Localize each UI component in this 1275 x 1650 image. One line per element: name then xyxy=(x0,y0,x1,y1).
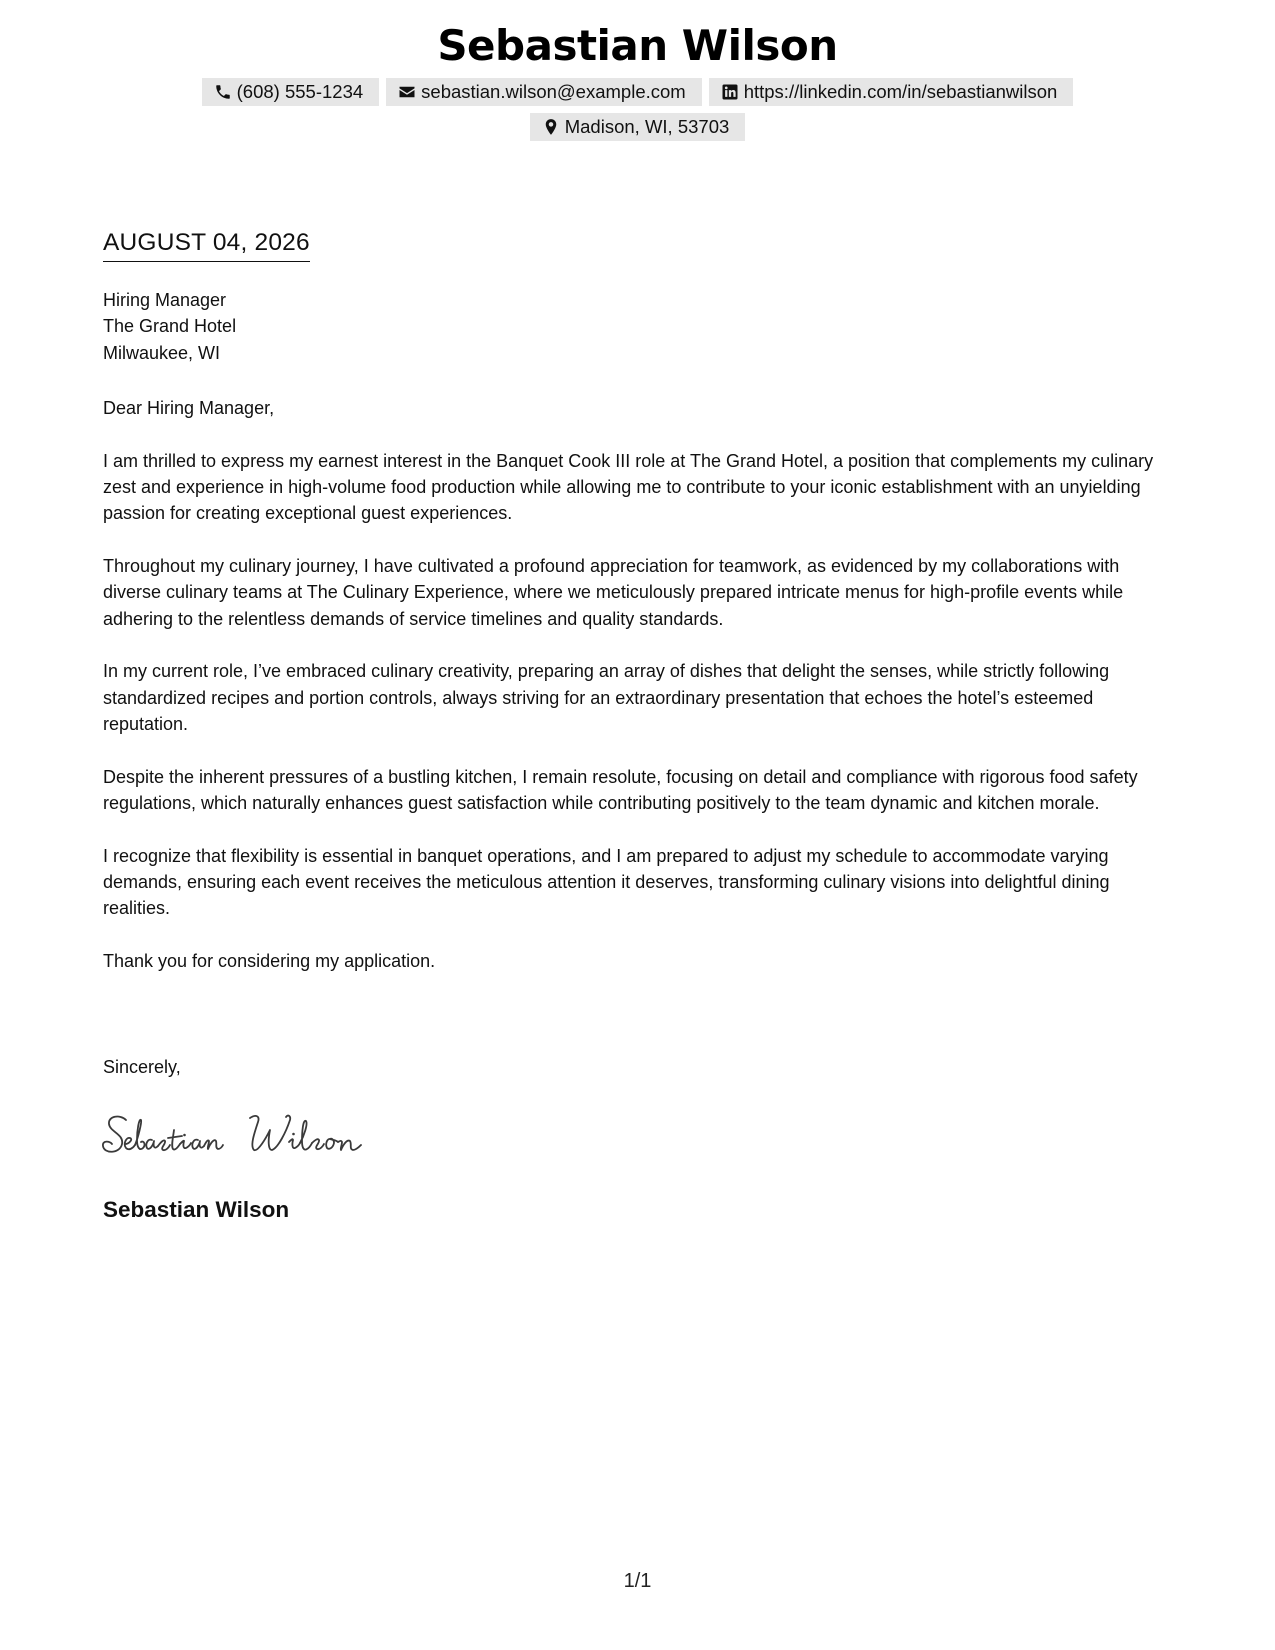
linkedin-text[interactable]: https://linkedin.com/in/sebastianwilson xyxy=(743,81,1058,102)
linkedin-icon xyxy=(721,83,739,101)
envelope-icon xyxy=(398,83,416,101)
body-paragraph: Throughout my culinary journey, I have cultivated a profound appreciation for teamwork, as evidenced by my collaborations with diverse culinary teams at The Culinary Experience, where we meticulously prepared intricate menus for high-profile events while adhering to the relentless demands of service timelines and quality standards. xyxy=(103,555,1124,629)
body-paragraph: In my current role, I’ve embraced culinary creativity, preparing an array of dishes that delight the senses, while strictly following standardized recipes and portion controls, always striving for an extraordinary presentation that echoes the hotel’s esteemed reputation. xyxy=(103,661,1110,734)
closing: Sincerely, xyxy=(103,1057,181,1077)
phone-chip xyxy=(202,78,380,106)
salutation: Dear Hiring Manager, xyxy=(103,398,275,418)
map-marker-icon xyxy=(542,118,560,136)
body-paragraph: I am thrilled to express my earnest interest in the Banquet Cook III role at The Grand Hotel, a position that complements my culinary zest and experience in high-volume food production while allowing me to contribute to your iconic establishment with an unyielding passion for creating exceptional guest experiences. xyxy=(103,450,1154,524)
email-text[interactable]: sebastian.wilson@example.com xyxy=(421,81,686,102)
signer-name: Sebastian Wilson xyxy=(103,1197,290,1222)
handwritten-signature xyxy=(100,1108,370,1168)
recipient-block xyxy=(103,287,236,366)
body-paragraph: Despite the inherent pressures of a bustling kitchen, I remain resolute, focusing on detail and compliance with rigorous food safety regulations, which naturally enhances guest satisfaction while contributing positively to the team dynamic and kitchen morale. xyxy=(103,766,1138,813)
location-chip xyxy=(530,113,746,141)
linkedin-chip[interactable] xyxy=(709,78,1074,106)
letter-body xyxy=(103,395,1178,1000)
page-number: 1/1 xyxy=(623,1570,652,1592)
letter-date: AUGUST 04, 2026 xyxy=(103,228,310,262)
contact-row-1 xyxy=(0,78,1275,106)
location-text: Madison, WI, 53703 xyxy=(564,116,730,137)
recipient-line: The Grand Hotel xyxy=(103,316,237,337)
body-paragraph: Thank you for considering my application. xyxy=(103,950,436,971)
email-chip[interactable] xyxy=(386,78,702,106)
contact-row-2 xyxy=(0,113,1275,141)
applicant-name: Sebastian Wilson xyxy=(437,21,838,70)
recipient-line: Milwaukee, WI xyxy=(103,342,221,363)
letter-header xyxy=(0,18,1275,141)
phone-icon xyxy=(214,83,232,101)
body-paragraph: I recognize that flexibility is essential in banquet operations, and I am prepared to adjust my schedule to accommodate varying demands, ensuring each event receives the meticulous attention it deserves, transforming culinary visions into delightful dining realities. xyxy=(103,845,1110,919)
phone-text: (608) 555-1234 xyxy=(236,81,364,102)
recipient-line: Hiring Manager xyxy=(103,290,227,310)
